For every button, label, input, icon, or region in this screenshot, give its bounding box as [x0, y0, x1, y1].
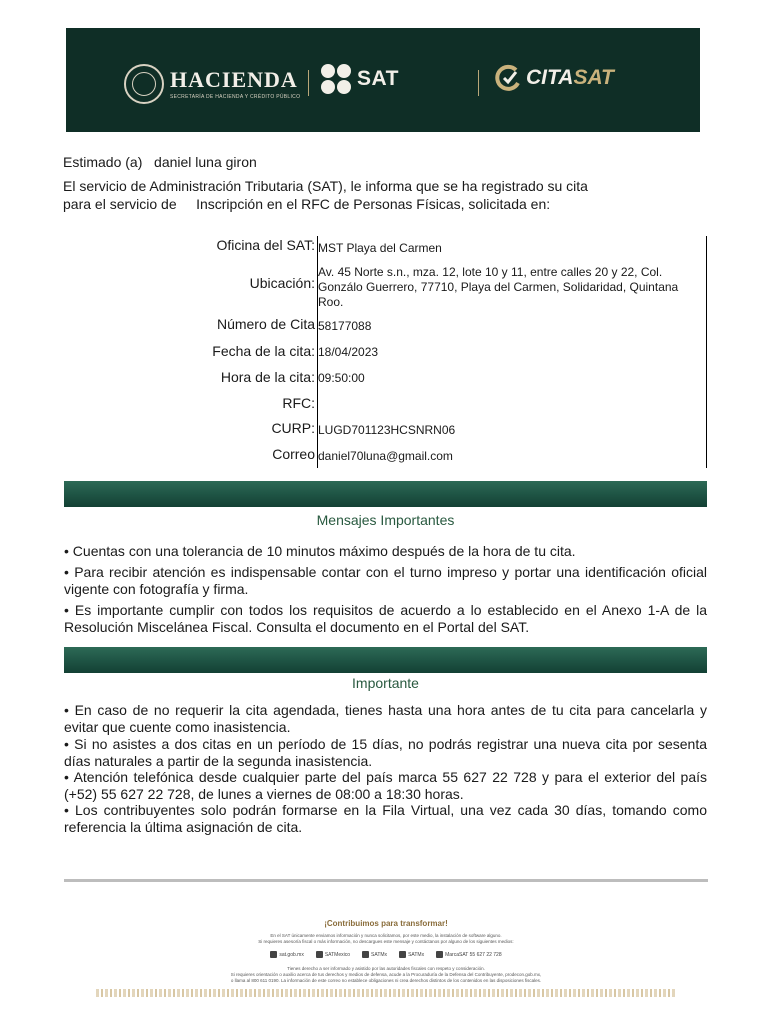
mensajes-title: Mensajes Importantes [316, 512, 455, 528]
sat-label: SAT [357, 67, 399, 90]
facebook-link[interactable]: SATMexico [316, 951, 350, 958]
importante-title: Importante [352, 675, 419, 691]
citasat-part1: CITA [526, 66, 574, 89]
mensaje-item: • Para recibir atención es indispensable contar con el turno impreso y portar una identificación oficial vigente con fotografía y firma. [64, 564, 707, 597]
importante-item: • Si no asistes a dos citas en un período de 15 días, no podrás registrar una nueva cita por sesenta días naturales a partir de la segunda inasistencia. [64, 736, 707, 769]
label-correo: Correo [272, 446, 315, 462]
logo-divider [478, 70, 479, 96]
section-band [64, 647, 707, 673]
footer-notice-1: En el SAT únicamente enviamos información y nunca solicitamos, por este medio, la instalación de software alguno. [270, 933, 502, 938]
greeting-prefix: Estimado (a) [63, 154, 143, 170]
value-ubicacion: Av. 45 Norte s.n., mza. 12, lote 10 y 11, entre calles 20 y 22, Col. Gonzálo Guerrero, 77710, Playa del Carmen, Solidaridad, Quintana Roo. [318, 265, 679, 309]
sat-logo [321, 64, 399, 94]
label-oficina: Oficina del SAT: [216, 237, 315, 253]
value-oficina: MST Playa del Carmen [318, 241, 442, 255]
footer-legal-1: Tienes derecho a ser informado y asistido por las autoridades fiscales con respeto y consideración. [287, 966, 485, 971]
label-hora: Hora de la cita: [220, 369, 315, 385]
footer-pattern [96, 989, 676, 997]
importante-item: • Atención telefónica desde cualquier parte del país marca 55 627 22 728 y para el exterior del país (+52) 55 627 22 728, de lunes a viernes de 08:00 a 18:30 horas. [64, 769, 707, 802]
label-ubicacion: Ubicación: [249, 275, 315, 291]
value-correo: daniel70luna@gmail.com [318, 449, 453, 463]
youtube-link[interactable]: SATMx [399, 951, 424, 958]
header-banner [66, 28, 700, 132]
label-curp: CURP: [271, 420, 315, 436]
twitter-link[interactable]: SATMx [362, 951, 387, 958]
twitter-icon [362, 951, 369, 958]
footer-motto: ¡Contribuimos para transformar! [324, 919, 448, 928]
citasat-icon [494, 64, 522, 92]
importante-item: • Los contribuyentes solo podrán formarse en la Fila Virtual, una vez cada 30 días, tomando como referencia la última asignación de cita. [64, 802, 707, 835]
appointment-details [66, 236, 707, 468]
website-link[interactable]: sat.gob.mx [270, 951, 303, 958]
intro-service-name: Inscripción en el RFC de Personas Físicas, solicitada en: [196, 196, 551, 212]
mensaje-item: • Es importante cumplir con todos los requisitos de acuerdo a lo establecido en el Anexo 1-A de la Resolución Miscelánea Fiscal. Consulta el documento en el Portal del SAT. [64, 602, 707, 635]
hacienda-subtitle: SECRETARÍA DE HACIENDA Y CRÉDITO PÚBLICO [170, 93, 301, 100]
mensaje-item: • Cuentas con una tolerancia de 10 minutos máximo después de la hora de tu cita. [64, 543, 576, 559]
value-numero-cita: 58177088 [318, 319, 372, 333]
youtube-icon [399, 951, 406, 958]
section-band [64, 481, 707, 507]
intro-service-prefix: para el servicio de [63, 196, 177, 212]
globe-icon [270, 951, 277, 958]
label-numero-cita: Número de Cita [216, 316, 315, 332]
footer-divider [64, 879, 708, 882]
sat-dots-icon [321, 64, 351, 94]
facebook-icon [316, 951, 323, 958]
citasat-part2: SAT [573, 66, 614, 89]
details-border [706, 236, 707, 468]
footer-legal-3: o llama al 800 611 0190. La información de este correo no establece obligaciones ni crea derechos distintos de los contenidos en las disposiciones fiscales. [230, 978, 542, 983]
value-hora: 09:50:00 [318, 371, 365, 385]
intro-line-1: El servicio de Administración Tributaria (SAT), le informa que se ha registrado su cita [63, 178, 588, 194]
label-fecha: Fecha de la cita: [212, 343, 315, 359]
phone-icon [436, 951, 443, 958]
label-rfc: RFC: [282, 395, 315, 411]
value-fecha: 18/04/2023 [318, 345, 379, 359]
eagle-seal-icon [124, 64, 164, 104]
recipient-name: daniel luna giron [154, 154, 257, 170]
hacienda-logo [124, 64, 300, 104]
marcasat-link[interactable]: MarcaSAT 55 627 22 728 [436, 951, 502, 958]
intro-line-2 [63, 196, 550, 212]
citasat-logo [494, 64, 614, 92]
logo-divider [308, 70, 309, 96]
greeting [63, 154, 257, 170]
importante-item: • En caso de no requerir la cita agendada, tienes hasta una hora antes de tu cita para cancelarla y evitar que cuente como inasistencia. [64, 702, 707, 735]
footer-notice-2: Si requieres asesoría fiscal o más información, no descargues este mensaje y contáctanos por alguno de los siguientes medios: [258, 939, 514, 944]
value-curp: LUGD701123HCSNRN06 [318, 423, 456, 437]
social-links [64, 951, 708, 958]
footer-legal-2: Si requieres orientación o auxilio acerca de tus derechos y medios de defensa, acude a la Procuraduría de la Defensa del Contribuyente, prodecon.gob.mx, [230, 972, 542, 977]
hacienda-title: HACIENDA [170, 66, 298, 92]
